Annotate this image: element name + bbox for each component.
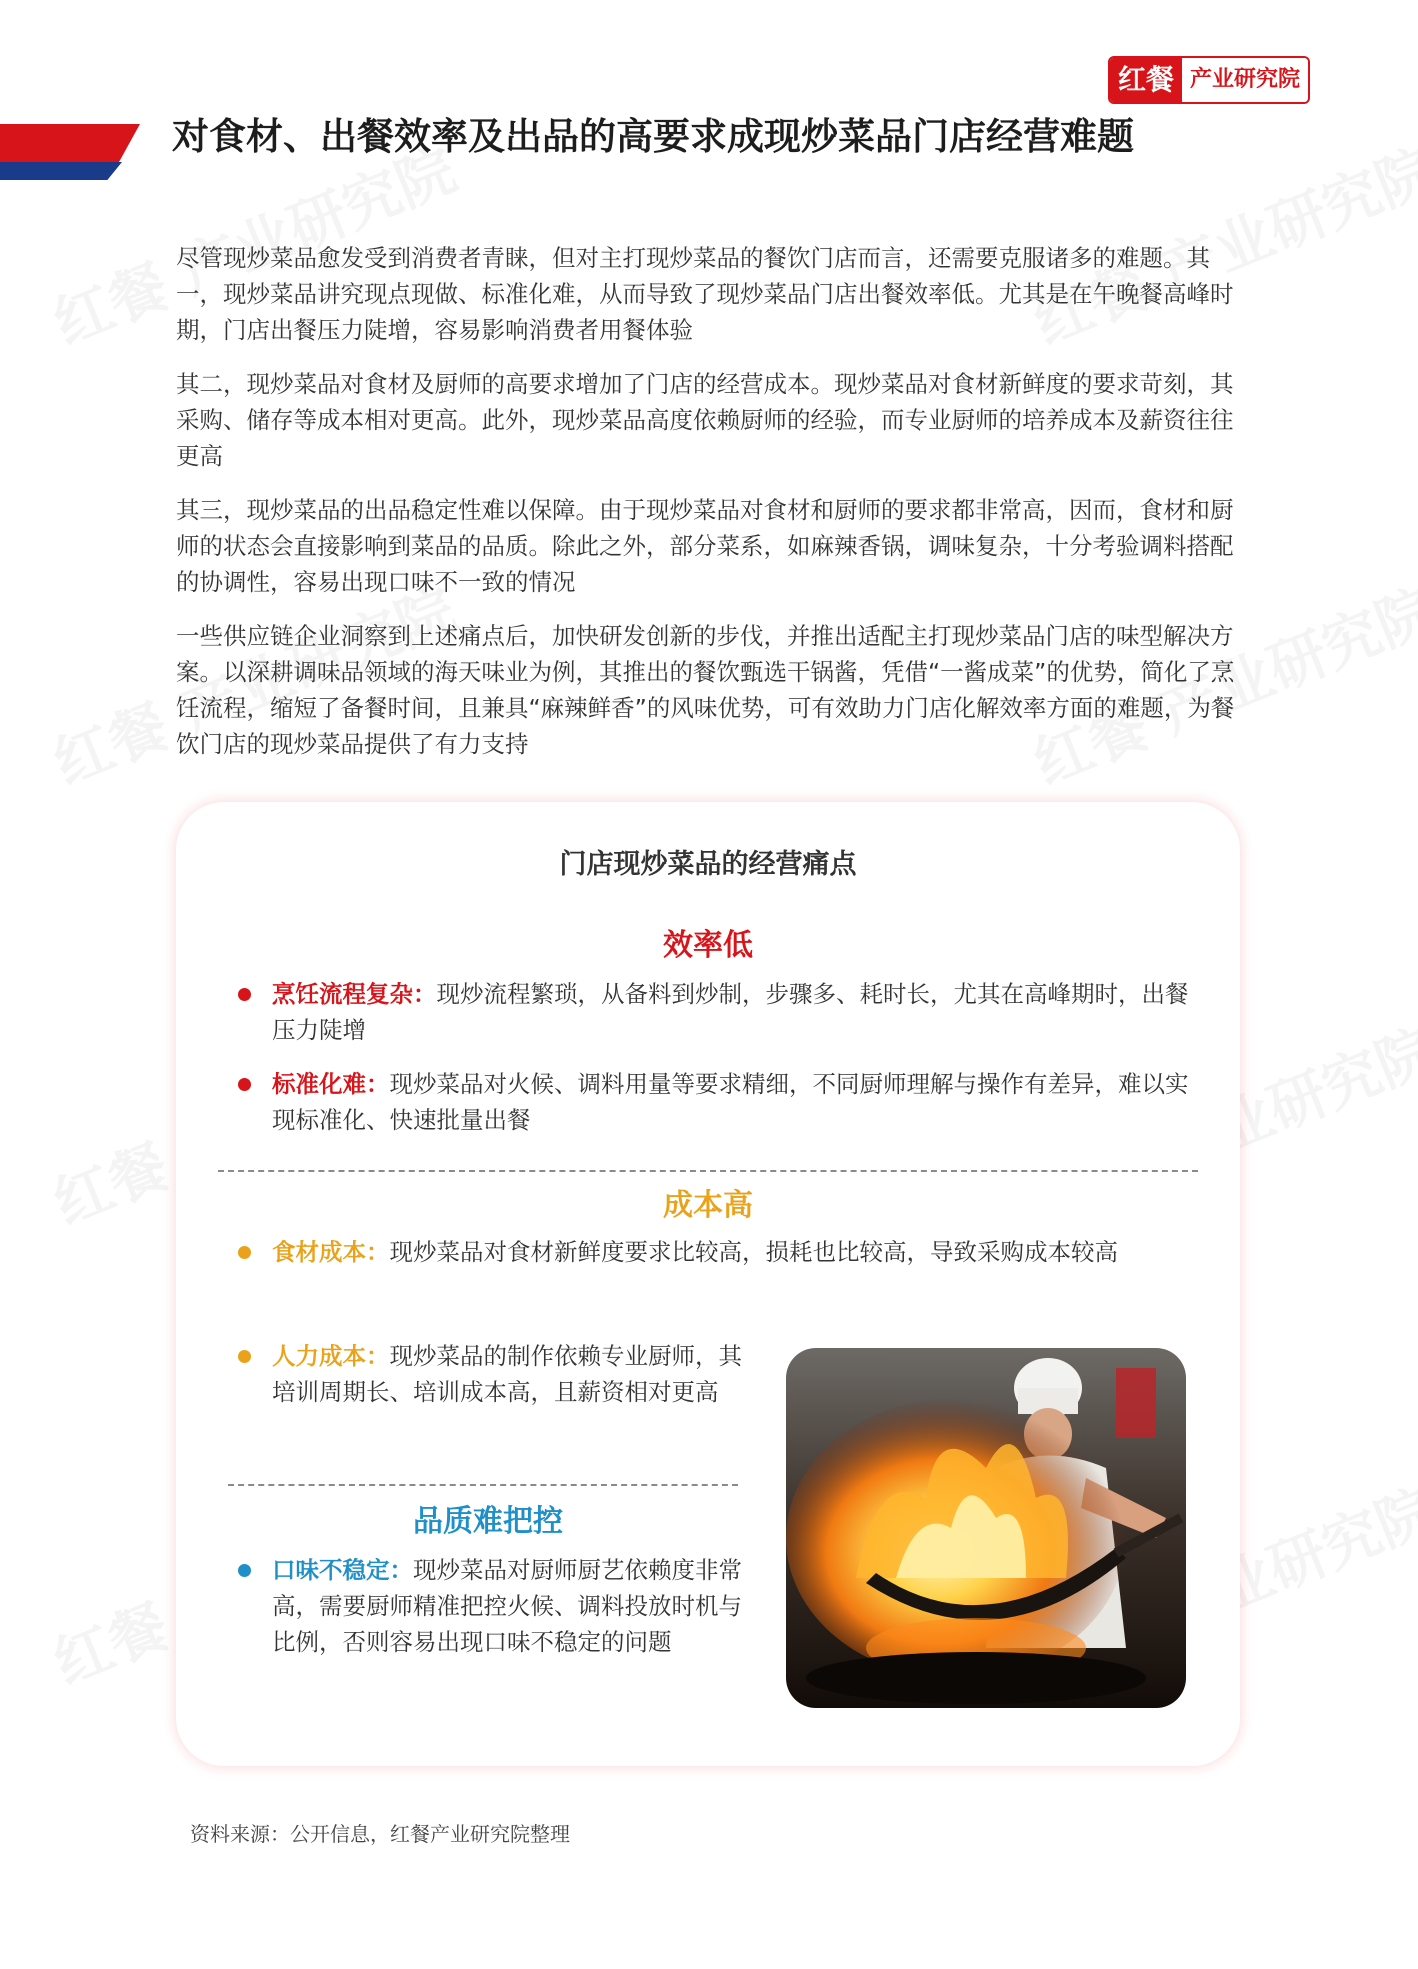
pain-points-card — [176, 802, 1240, 1766]
section-heading-quality: 品质难把控 — [413, 1504, 563, 1539]
list-item — [272, 976, 1192, 1048]
paragraph: 其二，现炒菜品对食材及厨师的高要求增加了门店的经营成本。现炒菜品对食材新鲜度的要求苛刻，其采购、储存等成本相对更高。此外，现炒菜品高度依赖厨师的经验，而专业厨师的培养成本及薪资往往更高 — [176, 370, 1234, 470]
section-heading-efficiency: 效率低 — [663, 928, 753, 963]
item-text: 现炒流程繁琐，从备料到炒制，步骤多、耗时长，尤其在高峰期时，出餐压力陡增 — [272, 980, 1189, 1044]
item-text: 现炒菜品对火候、调料用量等要求精细，不同厨师理解与操作有差异，难以实现标准化、快速批量出餐 — [272, 1070, 1189, 1134]
list-item — [272, 1234, 1192, 1270]
chef-wok-photo — [786, 1348, 1186, 1708]
list-item — [272, 1552, 742, 1660]
chef-wok-illustration — [786, 1348, 1186, 1708]
item-label: 标准化难： — [272, 1070, 390, 1098]
body-text — [176, 240, 1256, 780]
item-label: 人力成本： — [272, 1342, 390, 1370]
list-item — [272, 1338, 742, 1410]
item-label: 烹饪流程复杂： — [272, 980, 437, 1008]
list-item — [272, 1066, 1192, 1138]
bullet-dot-icon — [238, 1564, 251, 1577]
bullet-dot-icon — [238, 1078, 251, 1091]
page-title: 对食材、出餐效率及出品的高要求成现炒菜品门店经营难题 — [172, 115, 1134, 158]
bullet-dot-icon — [238, 1246, 251, 1259]
logo-text: 产业研究院 — [1182, 58, 1308, 102]
brand-logo — [1108, 56, 1310, 104]
paragraph: 尽管现炒菜品愈发受到消费者青睐，但对主打现炒菜品的餐饮门店而言，还需要克服诸多的难题。其一，现炒菜品讲究现点现做、标准化难，从而导致了现炒菜品门店出餐效率低。尤其是在午晚餐高峰时期，门店出餐压力陡增，容易影响消费者用餐体验 — [176, 244, 1234, 344]
item-text: 现炒菜品对厨师厨艺依赖度非常高，需要厨师精准把控火候、调料投放时机与比例，否则容易出现口味不稳定的问题 — [272, 1556, 742, 1656]
source-note: 资料来源：公开信息，红餐产业研究院整理 — [190, 1822, 570, 1846]
item-label: 口味不稳定： — [272, 1556, 413, 1584]
bullet-dot-icon — [238, 1350, 251, 1363]
item-text: 现炒菜品的制作依赖专业厨师，其培训周期长、培训成本高，且薪资相对更高 — [272, 1342, 742, 1406]
divider — [218, 1170, 1198, 1172]
paragraph: 其三，现炒菜品的出品稳定性难以保障。由于现炒菜品对食材和厨师的要求都非常高，因而，食材和厨师的状态会直接影响到菜品的品质。除此之外，部分菜系，如麻辣香锅，调味复杂，十分考验调料搭配的协调性，容易出现口味不一致的情况 — [176, 496, 1234, 596]
logo-mark: 红餐 — [1110, 58, 1182, 102]
title-accent-blue — [0, 162, 122, 180]
divider — [228, 1484, 738, 1486]
item-label: 食材成本： — [272, 1238, 390, 1266]
paragraph: 一些供应链企业洞察到上述痛点后，加快研发创新的步伐，并推出适配主打现炒菜品门店的味型解决方案。以深耕调味品领域的海天味业为例，其推出的餐饮甄选干锅酱，凭借“一酱成菜”的优势，简化了烹饪流程，缩短了备餐时间，且兼具“麻辣鲜香”的风味优势，可有效助力门店化解效率方面的难题，为餐饮门店的现炒菜品提供了有力支持 — [176, 622, 1235, 758]
title-accent-red — [0, 124, 140, 162]
section-heading-cost: 成本高 — [663, 1188, 753, 1223]
card-title: 门店现炒菜品的经营痛点 — [559, 849, 857, 880]
item-text: 现炒菜品对食材新鲜度要求比较高，损耗也比较高，导致采购成本较高 — [389, 1238, 1118, 1266]
bullet-dot-icon — [238, 988, 251, 1001]
